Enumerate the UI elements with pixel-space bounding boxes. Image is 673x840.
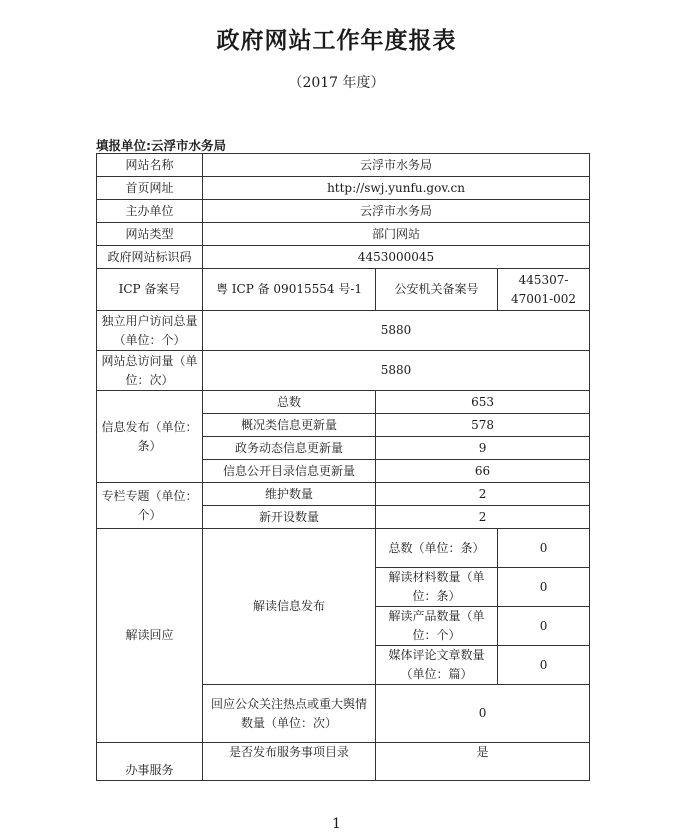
table-row (97, 391, 590, 414)
table-row (97, 246, 590, 269)
row-label: 信息发布（单位：条） (97, 391, 203, 483)
row-label: ICP 备案号 (97, 269, 203, 311)
sub-label: 回应公众关注热点或重大舆情数量（单位：次） (203, 685, 376, 743)
row-value: 云浮市水务局 (203, 154, 590, 177)
row-label: 专栏专题（单位：个） (97, 483, 203, 529)
row-value: 5880 (203, 351, 590, 391)
sub-value: 是 (376, 743, 590, 781)
table-row (97, 743, 590, 781)
table-row (97, 351, 590, 391)
sub-value: 578 (376, 414, 590, 437)
sub-value: 0 (498, 607, 590, 646)
homepage-url: http://swj.yunfu.gov.cn (203, 177, 590, 200)
sub-label: 媒体评论文章数量（单位：篇） (376, 646, 498, 685)
table-row (97, 311, 590, 351)
row-label: 网站名称 (97, 154, 203, 177)
sub-value: 9 (376, 437, 590, 460)
sub-label: 概况类信息更新量 (203, 414, 376, 437)
row-label: 办事服务 (97, 743, 203, 781)
sub-value: 0 (498, 568, 590, 607)
row-label: 网站类型 (97, 223, 203, 246)
police-record-label: 公安机关备案号 (376, 269, 498, 311)
page-title: 政府网站工作年度报表 (216, 28, 457, 54)
table-row (97, 269, 590, 311)
page-number: 1 (332, 816, 341, 832)
row-label: 独立用户访问总量（单位：个） (97, 311, 203, 351)
sub-label: 信息公开目录信息更新量 (203, 460, 376, 483)
table-row (97, 483, 590, 506)
sub-value: 2 (376, 506, 590, 529)
table-row (97, 529, 590, 568)
sub-label: 政务动态信息更新量 (203, 437, 376, 460)
sub-label: 总数 (203, 391, 376, 414)
sub-value: 2 (376, 483, 590, 506)
sub-label: 解读材料数量（单位：条） (376, 568, 498, 607)
sub-value: 0 (376, 685, 590, 743)
row-value: 云浮市水务局 (203, 200, 590, 223)
row-label: 政府网站标识码 (97, 246, 203, 269)
row-label: 首页网址 (97, 177, 203, 200)
row-label: 网站总访问量（单位：次） (97, 351, 203, 391)
sub-value: 66 (376, 460, 590, 483)
icp-number: 粤 ICP 备 09015554 号-1 (203, 269, 376, 311)
sub-value: 0 (498, 646, 590, 685)
row-value: 部门网站 (203, 223, 590, 246)
police-record-number: 445307-47001-002 (498, 269, 590, 311)
sub-label: 新开设数量 (203, 506, 376, 529)
row-label: 主办单位 (97, 200, 203, 223)
table-row (97, 154, 590, 177)
table-row (97, 200, 590, 223)
sub-label: 总数（单位：条） (376, 529, 498, 568)
sub-label: 解读产品数量（单位：个） (376, 607, 498, 646)
sub-value: 653 (376, 391, 590, 414)
reporting-unit: 填报单位:云浮市水务局 (96, 138, 226, 153)
sub-label: 是否发布服务事项目录 (203, 743, 376, 781)
sub-label: 维护数量 (203, 483, 376, 506)
sub-value: 0 (498, 529, 590, 568)
sub-label: 解读信息发布 (203, 529, 376, 685)
row-value: 4453000045 (203, 246, 590, 269)
table-row (97, 223, 590, 246)
report-year: （2017 年度） (288, 75, 385, 91)
report-table (96, 153, 590, 781)
row-value: 5880 (203, 311, 590, 351)
table-row (97, 177, 590, 200)
row-label: 解读回应 (97, 529, 203, 743)
